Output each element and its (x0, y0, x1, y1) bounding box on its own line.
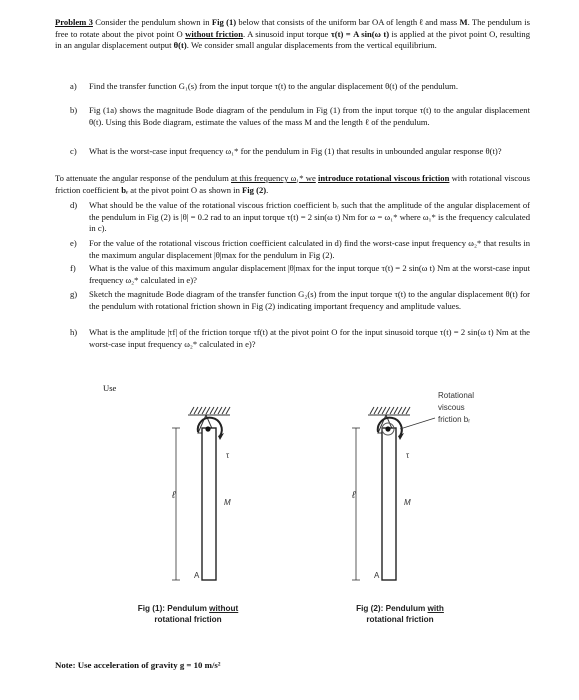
figure-2-pendulum (330, 385, 520, 600)
pivot-point (205, 426, 210, 431)
intro-text-7: . We consider small angular displacements from the vertical equilibrium. (186, 40, 437, 51)
item-a-text: Find the transfer function G₁(s) from the input torque τ(t) to the angular displacement θ(t) of the pendulum. (89, 81, 459, 91)
fig2-tau-label: τ (406, 451, 410, 460)
attenuate-paragraph (55, 173, 530, 196)
attenuate-text-1: To attenuate the angular response of the pendulum (55, 173, 231, 183)
mass-symbol: M (459, 17, 468, 27)
br-symbol: bᵣ (121, 184, 129, 195)
fig2-friction-line-3: friction bᵣ (438, 415, 471, 424)
fig1-caption-2: rotational friction (154, 615, 222, 624)
ceiling-hatch-2 (368, 407, 410, 415)
fig1-mass-label: M (224, 498, 231, 507)
item-f-text: What is the value of this maximum angular displacement |θ|max for the input torque τ(t) = 2 sin(ω t) Nm at the worst-case input frequency ω₂* calculated in e)? (89, 263, 530, 285)
pendulum-bar (202, 428, 216, 580)
item-e-label: e) (70, 238, 77, 248)
without-friction: without friction (185, 28, 243, 39)
item-c-label: c) (70, 146, 77, 156)
intro-text-5: . A sinusoid input torque (242, 28, 331, 39)
fig2-caption-with: with (427, 604, 444, 613)
intro-text-1: Consider the pendulum shown in (92, 17, 212, 27)
fig2-ref: Fig (2) (242, 184, 267, 195)
attenuate-at-frequency: at this frequency ω₁* we (231, 173, 316, 183)
fig2-length-label: ℓ (352, 490, 356, 501)
item-h-label: h) (70, 327, 78, 337)
item-f-label: f) (70, 263, 76, 273)
item-c-text: What is the worst-case input frequency ω₁* for the pendulum in Fig (1) that results in unbounded angular response θ(t)? (89, 146, 502, 156)
gravity-note: Note: Use acceleration of gravity g = 10 m/s² (55, 660, 221, 670)
fig2-caption-1: Fig (2): Pendulum (356, 604, 428, 613)
item-g-label: g) (70, 289, 78, 299)
figure-1-pendulum (150, 400, 270, 600)
item-g-text: Sketch the magnitude Bode diagram of the transfer function G₂(s) from the input torque τ(t) to the angular displacement θ(t) for the pendulum with rotational friction shown in Fig (2) indicating important frequency and amplitude values. (89, 289, 530, 311)
fig1-caption-without: without (209, 604, 239, 613)
problem-intro (55, 17, 530, 52)
fig2-caption-2: rotational friction (366, 615, 434, 624)
fig2-caption (320, 603, 480, 625)
intro-text-4: . The pendulum is free to rotate about the pivot point O (55, 17, 530, 39)
pivot-point-2 (385, 426, 390, 431)
fig1-length-label: ℓ (172, 490, 176, 501)
fig1-caption-1: Fig (1): Pendulum (137, 604, 210, 613)
item-h-text: What is the amplitude |τf| of the friction torque τf(t) at the pivot point O for the input sinusoid torque τ(t) = 2 sin(ω t) Nm at the worst-case input frequency ω₂* calculated in e)? (89, 327, 530, 349)
use-label: Use (103, 383, 117, 393)
attenuate-text-2: with rotational viscous friction coefficient (55, 173, 531, 195)
fig1-a-label: A (194, 571, 200, 580)
pendulum-bar-2 (382, 428, 396, 580)
item-b-label: b) (70, 105, 78, 115)
length-symbol: ℓ (419, 17, 423, 27)
item-b-text: Fig (1a) shows the magnitude Bode diagram of the pendulum in Fig (1) from the input torque τ(t) to the angular displacement θ(t). Using this Bode diagram, estimate the values of the mass M and the length ℓ of the pendulum. (89, 105, 530, 127)
fig2-mass-label: M (404, 498, 411, 507)
theta-symbol: θ(t) (173, 40, 187, 51)
fig2-friction-line-1: Rotational (438, 391, 475, 400)
intro-text-2: below that consists of the uniform bar OA of length (236, 17, 420, 27)
torque-expression: τ(t) = A sin(ω t) (330, 28, 390, 39)
friction-pointer (400, 418, 435, 429)
problem-title: Problem 3 (55, 17, 93, 27)
attenuate-text-3: at the pivot point O as shown in (128, 184, 243, 195)
introduce-friction: introduce rotational viscous friction (318, 173, 450, 183)
item-d-text: What should be the value of the rotational viscous friction coefficient bᵣ such that the amplitude of the angular displacement of the pendulum in Fig (2) is |θ| = 0.2 rad to an input torque τ(t) = 2 sin(ω t) Nm for ω = ω₁* where ω₁* is the frequency calculated in c). (89, 200, 530, 234)
item-a-label: a) (70, 81, 77, 91)
fig1-tau-label: τ (226, 451, 230, 460)
fig2-friction-line-2: viscous (438, 403, 465, 412)
fig1-caption (108, 603, 268, 625)
fig2-a-label: A (374, 571, 380, 580)
ceiling-hatch (188, 407, 230, 415)
fig1-ref: Fig (1) (211, 17, 237, 27)
attenuate-text-4: . (266, 184, 269, 195)
intro-text-6: is applied at the pivot point O, resulting in an angular displacement output (55, 28, 531, 51)
item-d-label: d) (70, 200, 78, 210)
intro-text-3: and mass (422, 17, 460, 27)
item-e-text: For the value of the rotational viscous friction coefficient calculated in d) find the worst-case input frequency ω₂* that results in the maximum angular displacement |θ|max for the pendulum in Fig (2). (89, 238, 530, 260)
